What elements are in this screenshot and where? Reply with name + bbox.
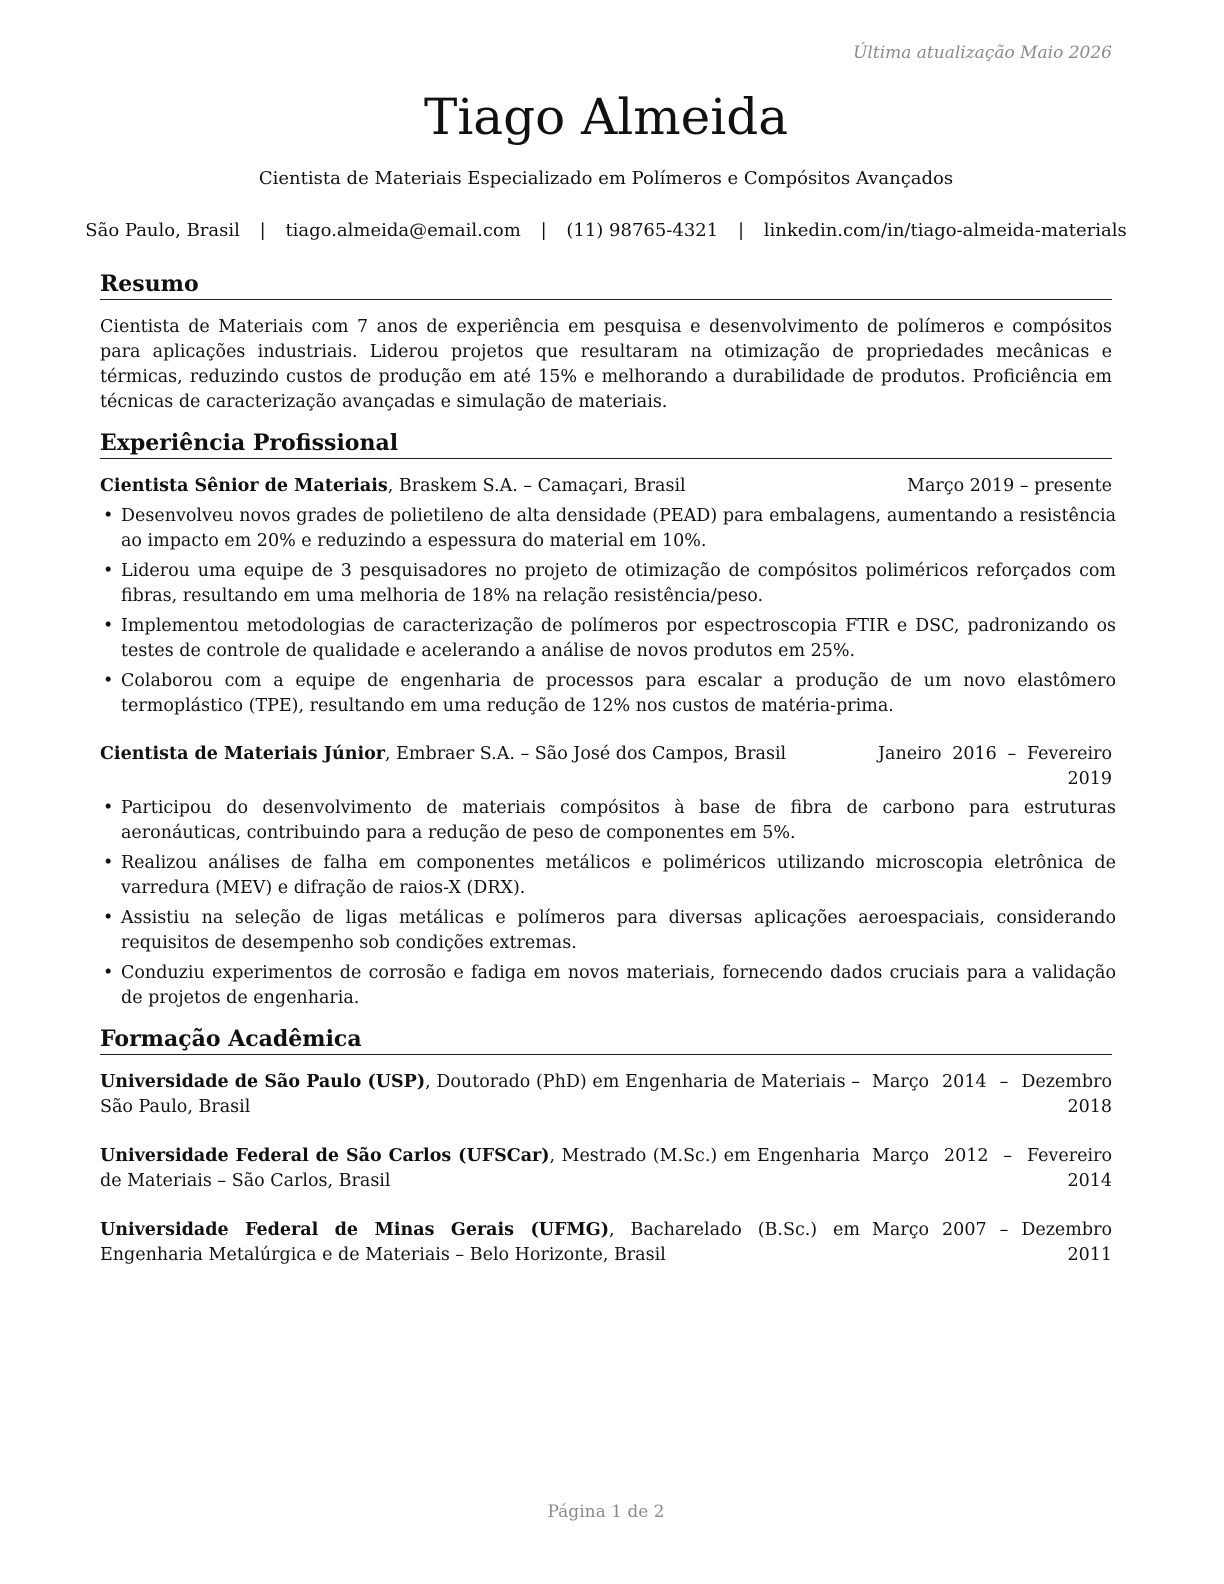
- list-item: • Assistiu na seleção de ligas metálicas e polímeros para diversas aplicações aeroespaciais, considerando requisitos de desempenho sob condições extremas.: [103, 908, 1116, 953]
- contact-separator: |: [259, 220, 266, 241]
- candidate-name: Tiago Almeida: [423, 88, 789, 146]
- job-role: Cientista de Materiais Júnior: [100, 744, 385, 764]
- section-title-education: Formação Acadêmica: [100, 1025, 1112, 1055]
- contact-email[interactable]: tiago.almeida@email.com: [285, 220, 521, 241]
- job-dates: Março 2019 – presente: [907, 476, 1112, 496]
- contact-linkedin[interactable]: linkedin.com/in/tiago-almeida-materials: [763, 220, 1127, 241]
- candidate-headline: Cientista de Materiais Especializado em Polímeros e Compósitos Avançados: [258, 168, 954, 189]
- education-dates-line2: 2011: [1067, 1245, 1112, 1265]
- education-main: [100, 1218, 860, 1268]
- list-item: • Implementou metodologias de caracterização de polímeros por espectroscopia FTIR e DSC, padronizando os testes de controle de qualidade e acelerando a análise de novos produtos em 25%.: [103, 616, 1116, 661]
- bullet-icon: •: [103, 908, 114, 928]
- education-main: [100, 1144, 860, 1194]
- list-item: • Colaborou com a equipe de engenharia de processos para escalar a produção de um novo elastômero termoplástico (TPE), resultando em uma redução de 12% nos custos de matéria-prima.: [103, 671, 1116, 716]
- list-item: • Participou do desenvolvimento de materiais compósitos à base de fibra de carbono para estruturas aeronáuticas, contribuindo para a redução de peso de componentes em 5%.: [103, 798, 1116, 843]
- list-item: • Desenvolveu novos grades de polietileno de alta densidade (PEAD) para embalagens, aumentando a resistência ao impacto em 20% e reduzindo a espessura do material em 10%.: [103, 506, 1116, 551]
- education-degree: , Bacharelado (B.Sc.) em Engenharia Metalúrgica e de Materiais – Belo Horizonte, Brasil: [100, 1220, 860, 1265]
- education-school: Universidade Federal de São Carlos (UFSCar): [100, 1146, 550, 1166]
- list-item: • Conduziu experimentos de corrosão e fadiga em novos materiais, fornecendo dados cruciais para a validação de projetos de engenharia.: [103, 963, 1116, 1008]
- education-dates-line2: 2018: [1067, 1097, 1112, 1117]
- bullet-icon: •: [103, 616, 114, 636]
- list-item: • Realizou análises de falha em componentes metálicos e poliméricos utilizando microscopia eletrônica de varredura (MEV) e difração de raios-X (DRX).: [103, 853, 1116, 898]
- contact-separator: |: [737, 220, 745, 241]
- job-bullets: [100, 504, 1116, 724]
- education-item: [100, 1070, 1112, 1120]
- education-dates: [872, 1218, 1112, 1268]
- job-role-line: [100, 742, 786, 767]
- job-dates: [878, 742, 1112, 792]
- page-number: Página 1 de 2: [547, 1502, 665, 1522]
- bullet-icon: •: [103, 671, 114, 691]
- bullet-icon: •: [103, 798, 114, 818]
- last-updated: Última atualização Maio 2026: [853, 43, 1112, 63]
- section-title-summary: Resumo: [100, 270, 1112, 300]
- education-main: [100, 1070, 860, 1120]
- education-item: [100, 1218, 1112, 1268]
- bullet-icon: •: [103, 853, 114, 873]
- job-bullets: [100, 796, 1116, 1016]
- section-title-experience: Experiência Profissional: [100, 429, 1112, 459]
- education-dates-line1: Março 2014 – Dezembro: [872, 1072, 1112, 1092]
- bullet-icon: •: [103, 561, 114, 581]
- education-dates-line1: Março 2012 – Fevereiro: [872, 1146, 1112, 1166]
- education-dates: [872, 1070, 1112, 1120]
- education-degree: , Mestrado (M.Sc.) em Engenharia de Materiais – São Carlos, Brasil: [100, 1146, 860, 1191]
- job-role: Cientista Sênior de Materiais: [100, 476, 388, 496]
- job-header: [100, 742, 1112, 792]
- list-item: • Liderou uma equipe de 3 pesquisadores no projeto de otimização de compósitos poliméricos reforçados com fibras, resultando em uma melhoria de 18% na relação resistência/peso.: [103, 561, 1116, 606]
- bullet-icon: •: [103, 963, 114, 983]
- job-dates-line1: Janeiro 2016 – Fevereiro: [878, 744, 1112, 764]
- job-org: , Braskem S.A. – Camaçari, Brasil: [387, 476, 686, 496]
- education-dates-line2: 2014: [1067, 1171, 1112, 1191]
- job-org: , Embraer S.A. – São José dos Campos, Brasil: [385, 744, 787, 764]
- education-dates-line1: Março 2007 – Dezembro: [872, 1220, 1112, 1240]
- education-school: Universidade Federal de Minas Gerais (UFMG): [100, 1220, 610, 1240]
- job-dates-line2: 2019: [1067, 769, 1112, 789]
- contact-line: [80, 219, 1132, 243]
- education-item: [100, 1144, 1112, 1194]
- contact-separator: |: [540, 220, 547, 241]
- resume-page: [85, 0, 1127, 1584]
- job-role-line: [100, 474, 686, 499]
- education-school: Universidade de São Paulo (USP): [100, 1072, 426, 1092]
- education-degree: , Doutorado (PhD) em Engenharia de Materiais – São Paulo, Brasil: [100, 1072, 861, 1117]
- education-dates: [872, 1144, 1112, 1194]
- contact-phone[interactable]: (11) 98765-4321: [566, 220, 719, 241]
- summary-text: Cientista de Materiais com 7 anos de experiência em pesquisa e desenvolvimento de polímeros e compósitos para aplicações industriais. Liderou projetos que resultaram na otimização de propriedades mecânicas e térmicas, reduzindo custos de produção em até 15% e melhorando a durabilidade de produtos. Proficiência em técnicas de caracterização avançadas e simulação de materiais.: [100, 317, 1112, 412]
- bullet-icon: •: [103, 506, 114, 526]
- contact-location: São Paulo, Brasil: [85, 220, 240, 241]
